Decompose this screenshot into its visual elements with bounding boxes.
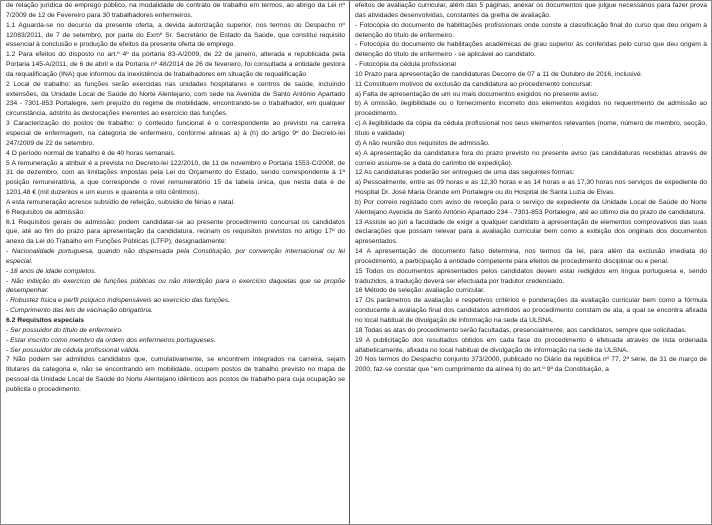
paragraph: - 18 anos de idade completos. (6, 267, 97, 275)
paragraph: 15 Todos os documentos apresentados pelos candidatos devem estar redigidos em língua portuguesa e, sendo traduzidos, a tradução deverá ser efectuada por tradutor credenciado. (355, 267, 707, 285)
paragraph: 2 Local de trabalho: as funções serão exercidas nas unidades hospitalares e centros de saúde, incluindo extensões, da Unidade Local de Saúde do Norte Alentejano, com sede na Avenida de Santo António Apartado 234 - 7301-853 Portalegre, sem prejuízo do regime de mobilidade, encontrando-se o trabalhador, em qualquer circunstância, adstrito às deslocações inerentes ao exercício das funções. (6, 80, 345, 118)
paragraph: 13 Assiste ao júri a faculdade de exigir a qualquer candidato a apresentação de elementos comprovativos das suas declarações que possam relevar para a avaliação curricular bem como a exibição dos originais dos documentos apresentados. (355, 218, 707, 246)
paragraph: - Robustez física e perfil psíquico indispensáveis ao exercício das funções. (6, 297, 230, 305)
paragraph: 1.2 Para efeitos do disposto no art.º 4º da portaria 83-A/2009, de 22 de janeiro, alterada e republicada pela Portaria 145-A/2011, de 6 de abril e da Portaria nº 48/2014 de 26 de fevereiro, foi consultada a entidade gestora da requalificação (INA) que informou da inexistência de trabalhadores em situação de requalificação (6, 51, 345, 78)
paragraph: b) A omissão, ilegibilidade ou o fornecimento incorreto dos elementos exigidos no requerimento de admissão ao procedimento. (355, 100, 707, 118)
paragraph: - Nacionalidade portuguesa, quando não dispensada pela Constituição, por convenção internacional ou lei especial. (6, 248, 345, 265)
paragraph: 7 Não podem ser admitidos candidatos que, cumulativamente, se encontrem integrados na carreira, sejam titulares da categoria e, não se encontrando em mobilidade, ocupem postos de trabalho previsto no mapa de pessoal da Unidade Local de Saúde do Norte Alentejano idênticos aos postos de trabalho para cuja ocupação se publicita o procedimento. (6, 356, 345, 393)
left-column (3, 1, 347, 525)
paragraph: 16 Método de seleção: avaliação curricular. (355, 287, 485, 295)
column-divider (349, 1, 350, 525)
paragraph: 6.2 Requisitos especiais (6, 317, 85, 324)
paragraph: 10 Prazo para apresentação de candidaturas Decorre de 07 a 11 de Outubro de 2016, inclusivé. (355, 70, 643, 78)
paragraph: - Fotocópia do documento de habilitações profissionais onde conste a classificação final do curso que deu origem à detenção do título de enfermeiro. (355, 21, 707, 39)
paragraph: - Fotocópia da cédula profissional (355, 61, 456, 69)
paragraph: 5 A remuneração a atribuir é a prevista no Decreto-lei 122/2010, de 11 de novembro e Portaria 1553-C/2008, de 31 de dezembro, com as limitações impostas pela Lei do Orçamento do Estado, sendo correspondente à 1ª posição remuneratória, a que corresponde o nível remuneratório 15 da tabela única, que nesta data é de 1201,48 € (mil duzentos e um euros e quarenta e oito cêntimos). (6, 159, 345, 197)
paragraph: - Cumprimento das leis de vacinação obrigatória. (6, 307, 153, 315)
paragraph: - Estar inscrito como membro da ordem dos enfermeiros portugueses. (6, 336, 216, 344)
paragraph: - Fotocópia do documento de habilitações académicas de grau superior às conferidas pelo curso que deu origem à detenção do título de enfermeiro - se aplicável ao candidato. (355, 41, 707, 59)
paragraph: 18 Todas as atas do procedimento serão facultadas, presencialmente, aos candidatos, sempre que solicitadas. (355, 326, 687, 334)
paragraph: 12 As candidaturas poderão ser entregues de uma das seguintes formas: (355, 169, 575, 177)
right-column (353, 1, 710, 525)
paragraph: 20 Nos termos do Despacho conjunto 373/2000, publicado no Diário da república nº 77, 2ª série, de 31 de março de 2000, faz-se constar que "em cumprimento da alínea h) do art.º 9º da Constituição, a (355, 356, 707, 374)
paragraph: - Ser possuidor do título de enfermeiro. (6, 326, 124, 334)
paragraph: a) Pessoalmente, entre as 09 horas e as 12,30 horas e as 14 horas e as 17,30 horas nos serviços de expediente do Hospital Dr. José Maria Grande em Portalegre ou do Hospital de Santa Luzia de Elvas. (355, 179, 707, 197)
paragraph: a) Falta de apresentação de um ou mais documentos exigidos no presente aviso. (355, 90, 599, 98)
paragraph: e) A apresentação da candidatura fora do prazo previsto no presente aviso (as candidaturas recebidas através de correio assume-se a data do carimbo de expedição). (355, 149, 707, 167)
paragraph: b) Por correio registado com aviso de receção para o serviço de expediente da Unidade Local de Saúde do Norte Alentejano Avenida de Santo António Apartado 234 - 7301-853 Portalegre, até ao último dia do prazo de candidatura. (355, 198, 707, 216)
paragraph: 3 Caracterização do postos de trabalho: o conteúdo funcional é o correspondente ao previsto na carreira especial de enfermagem, na categoria de enfermeiro, conforme alíneas a) à (h) do artigo 9º do Decreto-lei 247/2009 de 22 de setembro. (6, 120, 345, 147)
paragraph: 6.1 Requisitos gerais de admissão: podem candidatar-se ao presente procedimento concursal os candidatos que, até ao fim do prazo para apresentação da candidatura, reúnam os requisitos previstos no artigo 17º do anexo da Lei do Trabalho em Funções Públicas (LTFP), designadamente: (6, 218, 345, 246)
paragraph: 4 O período normal de trabalho é de 40 horas semanais. (6, 149, 176, 157)
paragraph: - Não inibição do exercício de funções públicas ou não interdição para o exercício daquelas que se propõe desempenhar. (6, 277, 345, 295)
paragraph: - Ser possuidor de cédula profissional válida. (6, 346, 141, 354)
paragraph: 11 Constituem motivos de exclusão da candidatura ao procedimento concursal: (355, 80, 593, 88)
paragraph: A esta remuneração acresce subsídio de refeição, subsídio de férias e natal. (6, 198, 235, 206)
paragraph: c) A ilegibilidade da cópia da cédula profissional nos seus elementos relevantes (nome, número de membro, secção, título e validade) (355, 120, 707, 137)
paragraph: 14 A apresentação de documento falso determina, nos termos da lei, para além da exclusão imediata do procedimento, a participação à entidade competente para efeitos de procedimento disciplinar ou e penal. (355, 248, 707, 265)
paragraph: 19 A publicitação dos resultados obtidos em cada fase do procedimento é efetuada através de lista ordenada alfabeticamente, afixada no local habitual de divulgação de informação na sede da ULSNA. (355, 336, 707, 354)
paragraph: d) A não reunião dos requisitos de admissão. (355, 139, 490, 147)
paragraph: efeitos de avaliação curricular, além das 5 páginas, anexar os documentos que julgue necessários para fazer prova das atividades desenvolvidas, constantes da grelha de avaliação. (355, 2, 707, 19)
paragraph: de relação jurídica de emprego público, na modalidade de contrato de trabalho em termos, ao abrigo da Lei nº 7/2009 de 12 de Fevereiro para 30 trabalhadores enfermeiros. (6, 2, 345, 19)
paragraph: 17 Os parâmetros de avaliação e respetivos critérios e ponderações da avaliação curricular bem como a fórmula conducente à avaliação final dos candidatos admitidos ao procedimento constam de ata, a qual se encontra afixada no local habitual de divulgação de informação na sede da ULSNA. (355, 297, 707, 324)
paragraph: 1.1 Aguarda-se no decurso da presente oferta, a devida autorização superior, nos termos do Despacho nº 12083/2011, de 7 de setembro, por parte do Exmº Sr. Secretário de Estado da Saúde, que constitui requisito essencial à conclusão e produção de efeitos da presente oferta de emprego. (6, 21, 345, 49)
paragraph: 6 Requisitos de admissão: (6, 208, 86, 216)
